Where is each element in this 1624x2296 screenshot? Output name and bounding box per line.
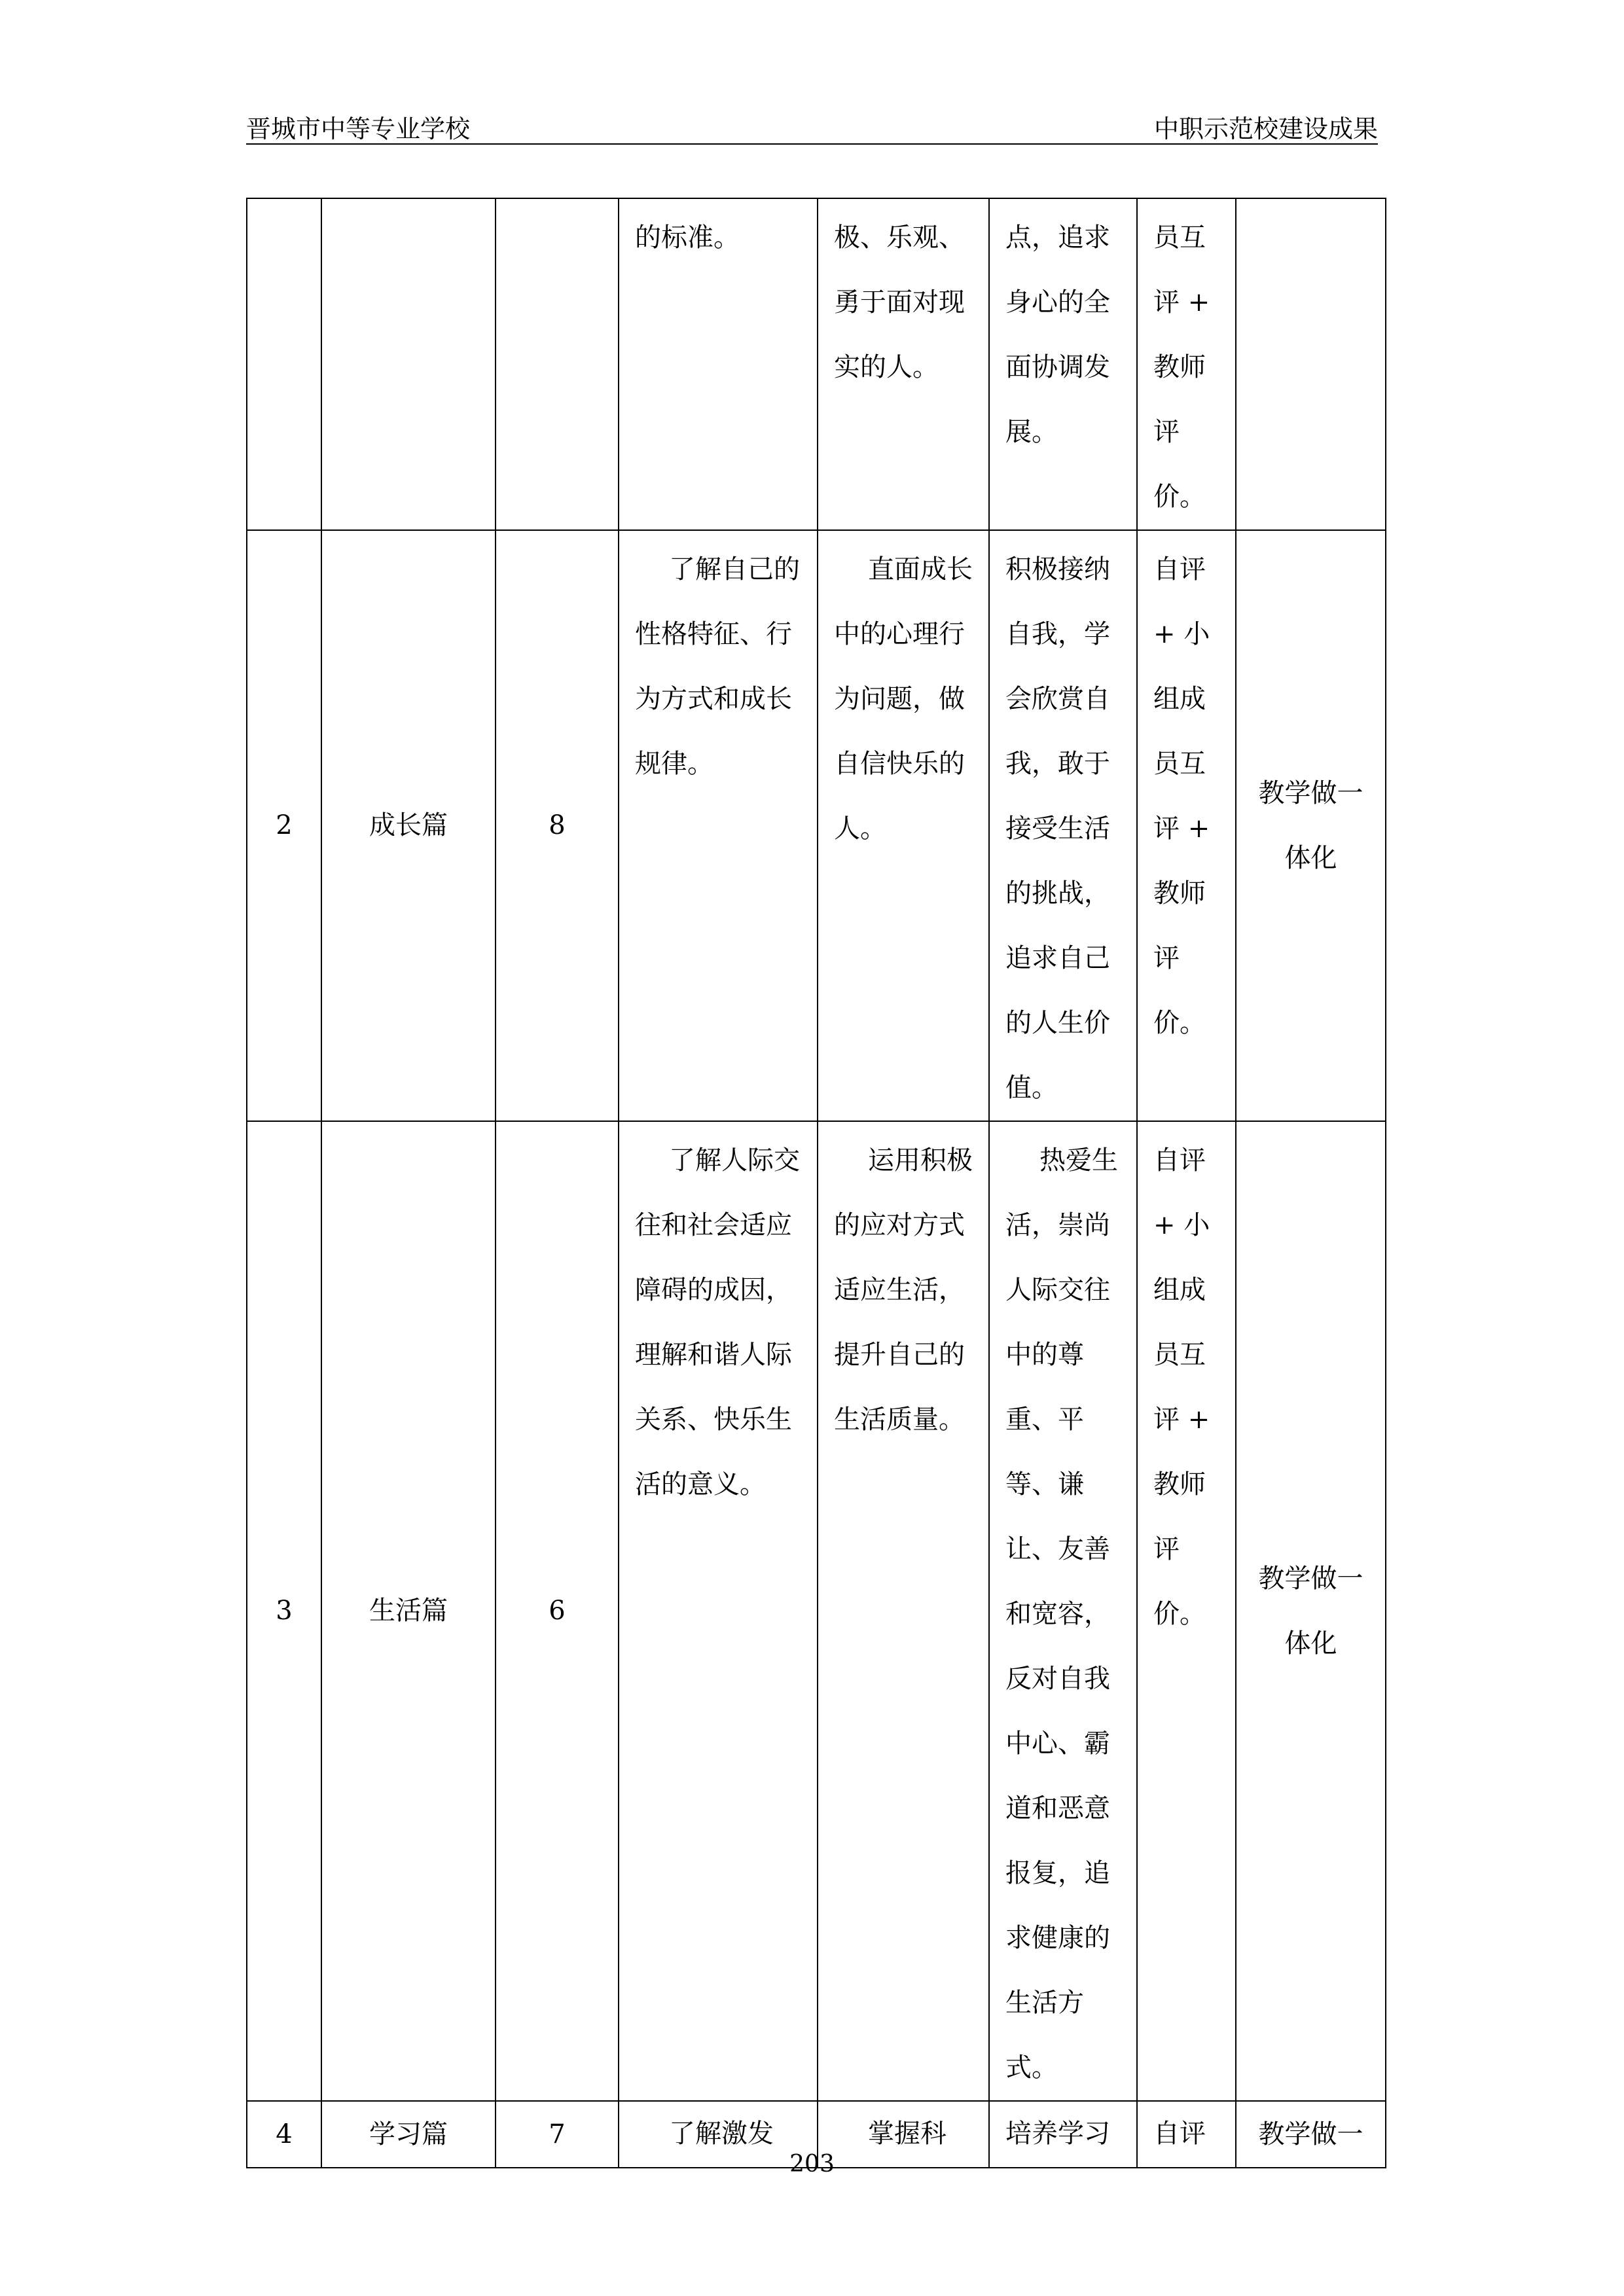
- row-topic: [321, 198, 496, 530]
- row-topic: 成长篇: [321, 530, 496, 1121]
- knowledge-text: 了解激发: [669, 2119, 774, 2149]
- quality-text: 培养学习: [1005, 2119, 1110, 2149]
- row-knowledge: [619, 1121, 818, 2101]
- row-quality: [989, 1121, 1137, 2101]
- knowledge-text: 的标准。: [635, 223, 740, 253]
- method-text: 教学做一体化: [1258, 778, 1363, 873]
- quality-text: 积极接纳自我，学会欣赏自我，敢于接受生活的挑战，追求自己的人生价值。: [1005, 554, 1110, 1103]
- row-assessment: [1137, 1121, 1236, 2101]
- table-row: [247, 1121, 1386, 2101]
- quality-text: 热爱生活，崇尚人际交往中的尊重、平等、谦让、友善和宽容，反对自我中心、霸道和恶意报复，追求健康的生活方式。: [1005, 1145, 1118, 2083]
- header-document-title: 中职示范校建设成果: [1153, 115, 1378, 143]
- row-topic: 学习篇: [321, 2101, 496, 2168]
- row-method: 教学做一: [1236, 2101, 1386, 2168]
- row-ability: [818, 198, 989, 530]
- page-number: 203: [789, 2151, 835, 2178]
- row-ability: [818, 530, 989, 1121]
- header-rule: [246, 143, 1378, 145]
- row-assessment: [1137, 530, 1236, 1121]
- ability-text: 直面成长中的心理行为问题，做自信快乐的人。: [834, 554, 973, 844]
- knowledge-text: 了解人际交往和社会适应障碍的成因，理解和谐人际关系、快乐生活的意义。: [635, 1145, 800, 1499]
- row-number: [247, 198, 321, 530]
- row-hours: 7: [496, 2101, 619, 2168]
- row-method: [1236, 198, 1386, 530]
- row-number: 3: [247, 1121, 321, 2101]
- row-method: [1236, 1121, 1386, 2101]
- row-number: 2: [247, 530, 321, 1121]
- header-school-name: 晋城市中等专业学校: [246, 115, 471, 143]
- row-hours: 8: [496, 530, 619, 1121]
- quality-text: 点，追求身心的全面协调发展。: [1005, 223, 1110, 447]
- assessment-text: 自评 + 小组成员互评 + 教师评价。: [1153, 1145, 1210, 1629]
- ability-text: 极、乐观、勇于面对现实的人。: [834, 223, 965, 382]
- row-knowledge: [619, 198, 818, 530]
- row-method: [1236, 530, 1386, 1121]
- row-quality: [989, 198, 1137, 530]
- knowledge-text: 了解自己的性格特征、行为方式和成长规律。: [635, 554, 800, 779]
- assessment-text: 员互评 + 教师评价。: [1153, 223, 1210, 512]
- ability-text: 掌握科: [868, 2119, 947, 2149]
- row-hours: [496, 198, 619, 530]
- row-topic: 生活篇: [321, 1121, 496, 2101]
- method-text: 教学做一体化: [1258, 1563, 1363, 1659]
- row-quality: [989, 530, 1137, 1121]
- row-knowledge: [619, 530, 818, 1121]
- ability-text: 运用积极的应对方式适应生活，提升自己的生活质量。: [834, 1145, 973, 1435]
- assessment-text: 自评: [1153, 2119, 1206, 2149]
- course-content-table: [246, 198, 1386, 2168]
- table-row: [247, 530, 1386, 1121]
- row-ability: [818, 1121, 989, 2101]
- row-number: 4: [247, 2101, 321, 2168]
- table-row: [247, 198, 1386, 530]
- assessment-text: 自评 + 小组成员互评 + 教师评价。: [1153, 554, 1210, 1038]
- row-assessment: [1137, 198, 1236, 530]
- row-hours: 6: [496, 1121, 619, 2101]
